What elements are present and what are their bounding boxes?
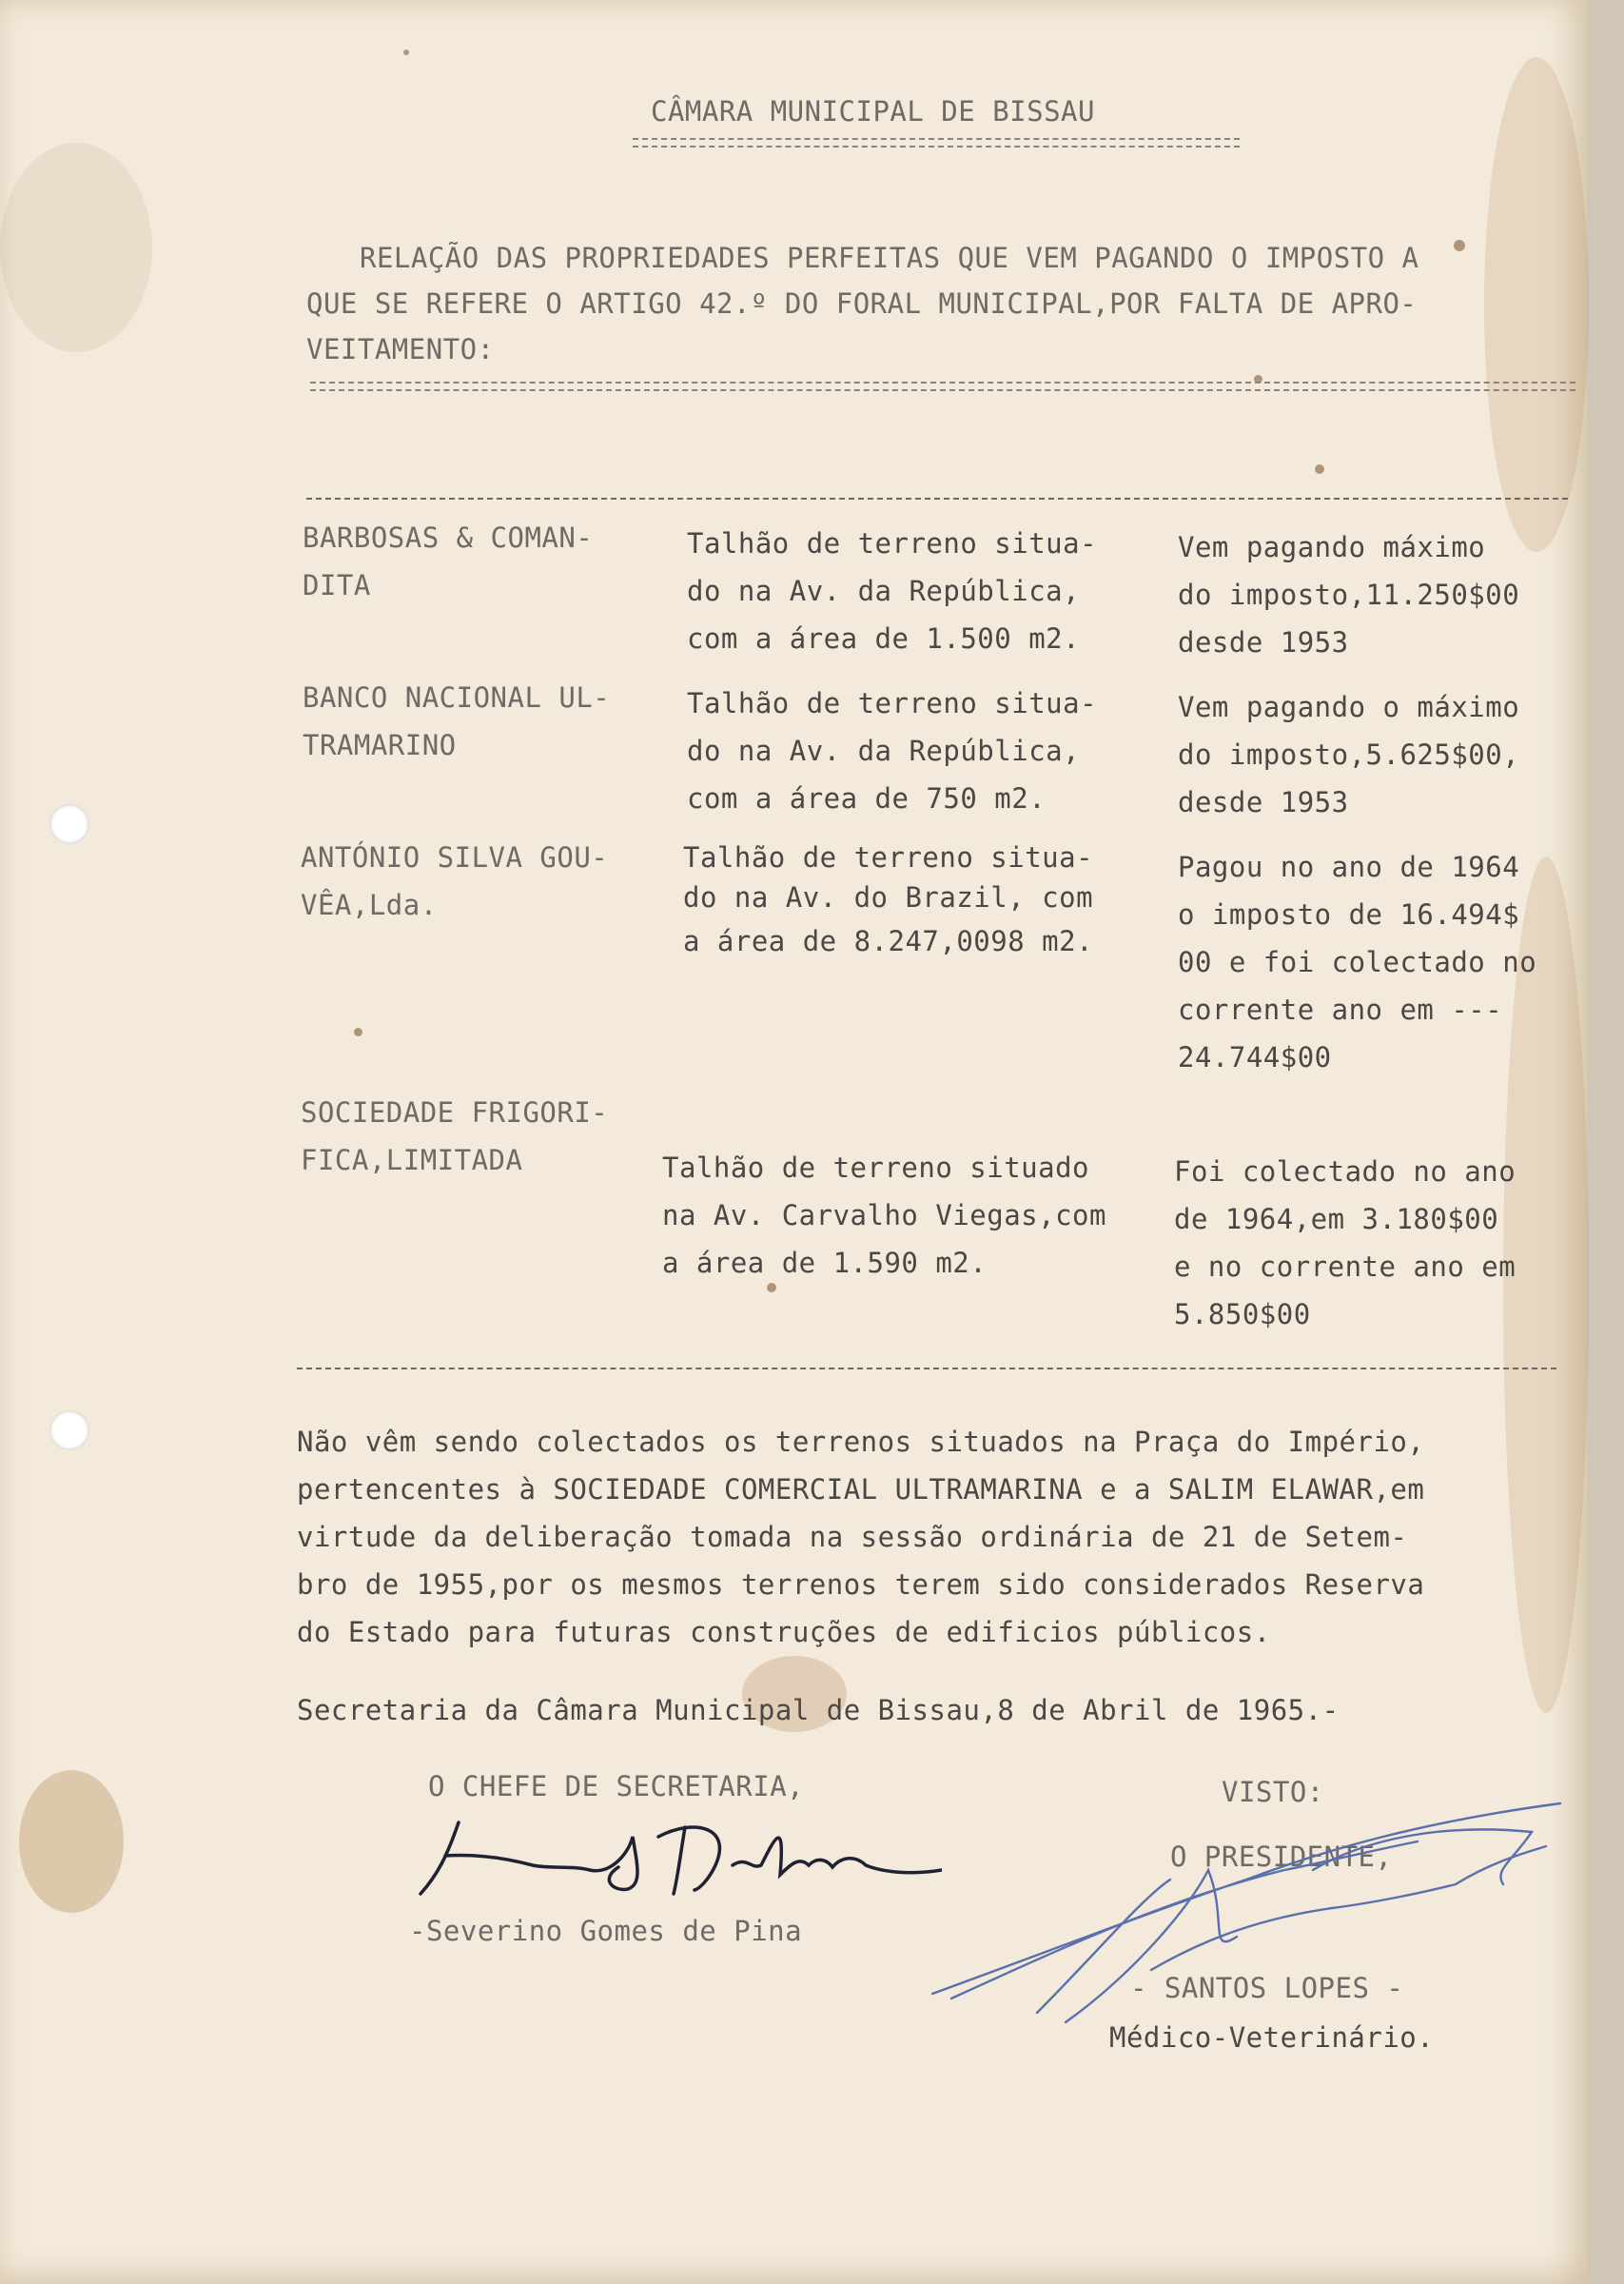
entry-owner <box>303 514 593 609</box>
punch-hole-bottom <box>49 1410 89 1450</box>
owner-line: BARBOSAS & COMAN- <box>303 522 594 554</box>
date-line: Secretaria da Câmara Municipal de Bissau,8 de Abril de 1965.- <box>297 1694 1340 1726</box>
property-line: a área de 8.247,0098 m2. <box>683 925 1094 957</box>
owner-line: DITA <box>303 569 371 601</box>
entry-tax <box>1174 1148 1516 1338</box>
property-line: a área de 1.590 m2. <box>662 1247 988 1279</box>
entry-tax <box>1178 523 1519 666</box>
tax-line: o imposto de 16.494$ <box>1178 898 1520 931</box>
property-line: Talhão de terreno situado <box>662 1152 1089 1184</box>
chefe-name: -Severino Gomes de Pina <box>409 1915 803 1947</box>
stain <box>0 143 152 352</box>
note-line: Não vêm sendo colectados os terrenos situados na Praça do Império, <box>297 1426 1425 1458</box>
tax-line: corrente ano em --- <box>1178 994 1503 1026</box>
tax-line: do imposto,5.625$00, <box>1178 738 1520 771</box>
intro-line-1: RELAÇÃO DAS PROPRIEDADES PERFEITAS QUE VEM PAGANDO O IMPOSTO A <box>360 242 1419 274</box>
chefe-title: O CHEFE DE SECRETARIA, <box>428 1770 805 1802</box>
tax-line: desde 1953 <box>1178 786 1349 818</box>
tax-line: desde 1953 <box>1178 626 1349 659</box>
tax-line: e no corrente ano em <box>1174 1250 1516 1283</box>
property-line: do na Av. da República, <box>687 735 1081 767</box>
page-title: CÂMARA MUNICIPAL DE BISSAU <box>651 95 1095 128</box>
note-line: pertencentes à SOCIEDADE COMERCIAL ULTRAMARINA e a SALIM ELAWAR,em <box>297 1473 1425 1506</box>
property-line: do na Av. da República, <box>687 575 1081 607</box>
tax-line: Pagou no ano de 1964 <box>1178 851 1520 883</box>
table-top-rule <box>306 498 1568 500</box>
title-underline <box>633 138 1240 148</box>
entry-property <box>687 520 1097 662</box>
page-edge-shadow <box>1587 0 1624 2284</box>
entry-owner <box>301 1089 608 1184</box>
owner-line: FICA,LIMITADA <box>301 1144 523 1176</box>
note-line: bro de 1955,por os mesmos terrenos terem sido considerados Reserva <box>297 1568 1425 1601</box>
entry-property <box>687 679 1097 822</box>
note-line: virtude da deliberação tomada na sessão ordinária de 21 de Setem- <box>297 1521 1408 1553</box>
tax-line: Vem pagando máximo <box>1178 531 1486 563</box>
owner-line: BANCO NACIONAL UL- <box>303 681 611 714</box>
tax-line: Vem pagando o máximo <box>1178 691 1520 723</box>
intro-double-rule <box>310 382 1575 391</box>
entry-tax <box>1178 843 1536 1081</box>
speck <box>1454 240 1465 251</box>
visto-label: VISTO: <box>1222 1776 1324 1808</box>
tax-line: 00 e foi colectado no <box>1178 946 1537 978</box>
property-line: com a área de 750 m2. <box>687 782 1047 815</box>
speck <box>403 49 409 55</box>
tax-line: do imposto,11.250$00 <box>1178 579 1520 611</box>
presidente-title: O PRESIDENTE, <box>1170 1841 1393 1873</box>
property-line: Talhão de terreno situa- <box>683 841 1094 874</box>
property-line: Talhão de terreno situa- <box>687 527 1098 560</box>
tax-line: 24.744$00 <box>1178 1041 1332 1073</box>
owner-line: ANTÓNIO SILVA GOU- <box>301 841 609 874</box>
owner-line: VÊA,Lda. <box>301 889 438 921</box>
table-bottom-rule <box>297 1368 1556 1369</box>
intro-line-2: QUE SE REFERE O ARTIGO 42.º DO FORAL MUNICIPAL,POR FALTA DE APRO- <box>306 287 1418 320</box>
entry-owner <box>301 834 608 929</box>
property-line: na Av. Carvalho Viegas,com <box>662 1199 1106 1231</box>
property-line: com a área de 1.500 m2. <box>687 622 1081 655</box>
property-line: do na Av. do Brazil, com <box>683 881 1094 914</box>
stain <box>1484 57 1589 552</box>
entry-property <box>683 837 1093 965</box>
tax-line: Foi colectado no ano <box>1174 1155 1516 1188</box>
entry-tax <box>1178 683 1519 826</box>
property-line: Talhão de terreno situa- <box>687 687 1098 719</box>
tax-line: 5.850$00 <box>1174 1298 1311 1330</box>
presidente-name: - SANTOS LOPES - <box>1130 1972 1404 2004</box>
speck <box>1315 464 1324 474</box>
owner-line: SOCIEDADE FRIGORI- <box>301 1096 609 1129</box>
tax-line: de 1964,em 3.180$00 <box>1174 1203 1499 1235</box>
presidente-role: Médico-Veterinário. <box>1109 2021 1435 2054</box>
stain <box>19 1770 124 1913</box>
note-line: do Estado para futuras construções de edificios públicos. <box>297 1616 1271 1648</box>
owner-line: TRAMARINO <box>303 729 457 761</box>
chefe-signature <box>409 1799 942 1913</box>
entry-owner <box>303 674 610 769</box>
note-paragraph <box>297 1418 1424 1656</box>
entry-property <box>662 1144 1106 1287</box>
punch-hole-top <box>49 804 89 844</box>
intro-line-3: VEITAMENTO: <box>306 333 495 365</box>
speck <box>354 1028 362 1036</box>
